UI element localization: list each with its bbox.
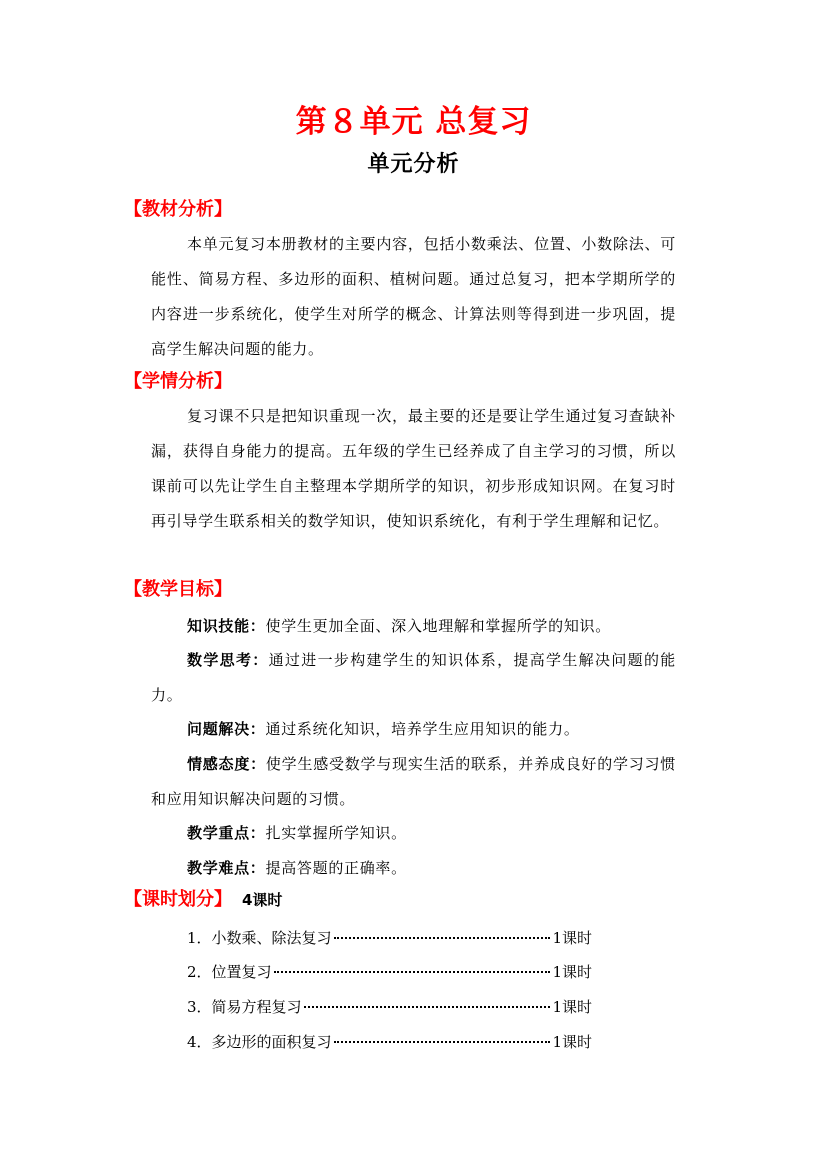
dot-leader <box>334 937 551 939</box>
goal-text: 通过进一步构建学生的知识体系，提高学生解决问题的能力。 <box>151 651 676 704</box>
goal-label: 问题解决： <box>187 720 266 738</box>
goal-key-point <box>151 816 676 851</box>
goal-knowledge-skills <box>151 609 676 644</box>
schedule-item-hours: 1课时 <box>552 929 592 947</box>
textbook-analysis-paragraph: 本单元复习本册教材的主要内容，包括小数乘法、位置、小数除法、可能性、简易方程、多边形的面积、植树问题。通过总复习，把本学期所学的内容进一步系统化，使学生对所学的概念、计算法则等得到进一步巩固，提高学生解决问题的能力。 <box>151 235 676 358</box>
goal-label: 教学难点： <box>187 859 266 877</box>
goal-attitude <box>151 747 676 817</box>
goal-problem-solving <box>151 712 676 747</box>
goal-math-thinking <box>151 643 676 713</box>
schedule-item-hours: 1课时 <box>552 963 592 981</box>
page-subtitle: 单元分析 <box>367 152 460 177</box>
goal-label: 数学思考： <box>187 651 269 669</box>
schedule-item <box>187 957 592 987</box>
page-title: 第８单元 总复习 <box>295 104 532 140</box>
student-analysis-paragraph: 复习课不只是把知识重现一次，最主要的还是要让学生通过复习查缺补漏，获得自身能力的提高。五年级的学生已经养成了自主学习的习惯，所以课前可以先让学生自主整理本学期所学的知识，初步形成知识网。在复习时再引导学生联系相关的数学知识，使知识系统化，有利于学生理解和记忆。 <box>151 407 676 530</box>
schedule-item-name: 4．多边形的面积复习 <box>187 1033 332 1051</box>
goal-text: 扎实掌握所学知识。 <box>265 824 407 842</box>
section-heading-goals: 【教学目标】 <box>124 579 232 600</box>
goal-text: 使学生更加全面、深入地理解和掌握所学的知识。 <box>265 617 611 635</box>
schedule-item <box>187 1027 592 1057</box>
goal-text: 通过系统化知识，培养学生应用知识的能力。 <box>265 720 580 738</box>
schedule-item-hours: 1课时 <box>552 998 592 1016</box>
schedule-item-name: 3．简易方程复习 <box>187 998 302 1016</box>
schedule-item <box>187 992 592 1022</box>
schedule-item-name: 2．位置复习 <box>187 963 272 981</box>
section-heading-students: 【学情分析】 <box>124 371 232 392</box>
schedule-item <box>187 923 592 953</box>
dot-leader <box>304 1006 551 1008</box>
goal-label: 教学重点： <box>187 824 266 842</box>
dot-leader <box>274 971 551 973</box>
schedule-total: 4课时 <box>242 891 283 909</box>
dot-leader <box>334 1041 551 1043</box>
schedule-item-hours: 1课时 <box>552 1033 592 1051</box>
schedule-heading-label: 【课时划分】 <box>124 889 232 910</box>
goal-difficulty <box>151 851 676 886</box>
section-heading-schedule <box>124 886 282 914</box>
goal-text: 提高答题的正确率。 <box>265 859 407 877</box>
goal-text: 使学生感受数学与现实生活的联系，并养成良好的学习习惯和应用知识解决问题的习惯。 <box>151 755 676 808</box>
schedule-item-name: 1．小数乘、除法复习 <box>187 929 332 947</box>
goal-label: 知识技能： <box>187 617 266 635</box>
section-heading-textbook: 【教材分析】 <box>124 199 232 220</box>
goal-label: 情感态度： <box>187 755 266 773</box>
